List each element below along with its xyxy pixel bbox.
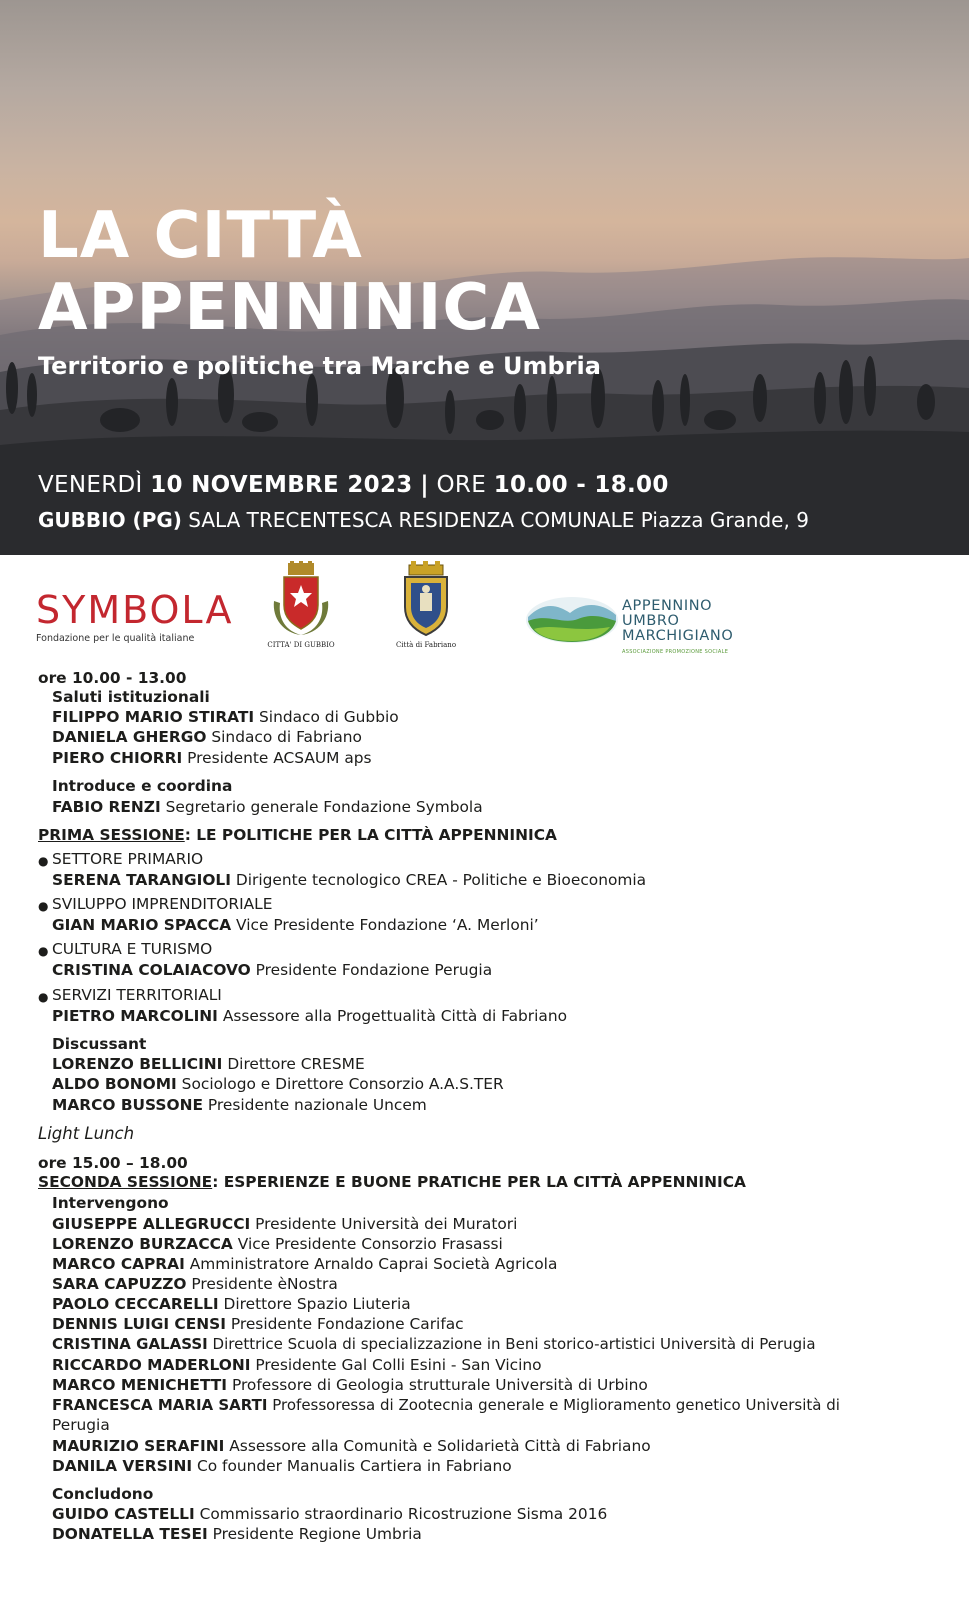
speaker-role: Assessore alla Comunità e Solidarietà Città di Fabriano (229, 1437, 651, 1455)
topic-label: SETTORE PRIMARIO (52, 850, 204, 868)
fabriano-crest (393, 561, 459, 649)
speaker-row (52, 727, 362, 748)
speaker-role: Commissario straordinario Ricostruzione Sisma 2016 (199, 1505, 608, 1523)
speaker-name: CRISTINA GALASSI (52, 1335, 208, 1353)
appennino-logo (524, 595, 734, 655)
event-title (38, 200, 541, 344)
speaker-name: LORENZO BELLICINI (52, 1055, 223, 1073)
speaker-name: ALDO BONOMI (52, 1075, 177, 1093)
fabriano-coat-of-arms-icon (393, 561, 459, 637)
speaker-name: MARCO MENICHETTI (52, 1376, 228, 1394)
speaker-row (52, 707, 399, 728)
session-1-heading (38, 825, 557, 846)
topic-label: CULTURA E TURISMO (52, 940, 213, 958)
discussant-label: Discussant (52, 1035, 147, 1053)
speaker-row (52, 1314, 464, 1335)
speaker-role: Sindaco di Fabriano (211, 728, 362, 746)
session-2-heading (38, 1172, 746, 1193)
speaker-row (52, 1074, 504, 1095)
speaker-role: Sociologo e Direttore Consorzio A.A.S.TER (181, 1075, 504, 1093)
bullet-icon: ● (38, 944, 49, 958)
date-separator: | (420, 472, 429, 498)
speaker-row (52, 1436, 651, 1457)
location-address: Piazza Grande, 9 (640, 508, 809, 532)
bullet-icon: ● (38, 854, 49, 868)
speaker-role: Direttore CRESME (227, 1055, 365, 1073)
speaker-role: Professoressa di Zootecnia generale e Miglioramento genetico Università di (272, 1396, 840, 1414)
speaker-role: Segretario generale Fondazione Symbola (165, 798, 483, 816)
speaker-role: Direttore Spazio Liuteria (223, 1295, 411, 1313)
appennino-line-3: MARCHIGIANO (622, 628, 734, 644)
speaker-row (52, 1294, 411, 1315)
speaker-row (52, 1504, 607, 1525)
speaker-row (52, 748, 372, 769)
fabriano-caption: Città di Fabriano (395, 641, 457, 649)
topic-label: SERVIZI TERRITORIALI (52, 986, 222, 1004)
intro-label: Introduce e coordina (52, 777, 233, 795)
speaker-role: Presidente Fondazione Carifac (230, 1315, 464, 1333)
speaker-row (52, 915, 539, 936)
morning-time: ore 10.00 - 13.00 (38, 669, 187, 687)
speaker-role: Vice Presidente Fondazione ‘A. Merloni’ (236, 916, 539, 934)
speaker-role: Dirigente tecnologico CREA - Politiche e Bioeconomia (235, 871, 647, 889)
time-value: 10.00 - 18.00 (493, 472, 669, 498)
speaker-role: Amministratore Arnaldo Caprai Società Agricola (189, 1255, 558, 1273)
speaker-name: FRANCESCA MARIA SARTI (52, 1396, 268, 1414)
speaker-row (52, 1274, 338, 1295)
speaker-role: Presidente Università dei Muratori (255, 1215, 518, 1233)
speaker-role: Co founder Manualis Cartiera in Fabriano (196, 1457, 512, 1475)
speaker-row (52, 1214, 517, 1235)
speaker-role: Professore di Geologia strutturale Università di Urbino (231, 1376, 648, 1394)
session-1-label: PRIMA SESSIONE (38, 826, 185, 844)
speaker-name: DANILA VERSINI (52, 1457, 193, 1475)
appennino-line-2: UMBRO (622, 613, 680, 629)
speaker-row (52, 1006, 567, 1027)
speaker-name: DANIELA GHERGO (52, 728, 207, 746)
speaker-row (52, 1334, 816, 1355)
symbola-logo (36, 590, 233, 644)
speaker-name: GUIDO CASTELLI (52, 1505, 195, 1523)
appennino-line-1: APPENNINO (622, 598, 713, 614)
speaker-row (52, 1254, 557, 1275)
event-location (38, 508, 809, 532)
speaker-name: SARA CAPUZZO (52, 1275, 187, 1293)
speaker-name: LORENZO BURZACCA (52, 1235, 233, 1253)
speaker-role: Vice Presidente Consorzio Frasassi (237, 1235, 503, 1253)
hero-banner (0, 0, 969, 555)
speaker-row (52, 797, 483, 818)
session-2-title: : ESPERIENZE E BUONE PRATICHE PER LA CITTÀ APPENNINICA (212, 1173, 746, 1191)
symbola-wordmark: SYMBOLA (36, 588, 234, 632)
speaker-role: Presidente Regione Umbria (212, 1525, 422, 1543)
speaker-role: Sindaco di Gubbio (259, 708, 399, 726)
appennino-text (622, 599, 733, 660)
gubbio-crest (266, 561, 336, 649)
symbola-tagline: Fondazione per le qualità italiane (36, 633, 195, 644)
hills-logo-icon (524, 595, 620, 645)
date-value: 10 NOVEMBRE 2023 (150, 472, 413, 498)
speaker-name: PAOLO CECCARELLI (52, 1295, 219, 1313)
speaker-role: Assessore alla Progettualità Città di Fabriano (222, 1007, 567, 1025)
afternoon-time: ore 15.00 – 18.00 (38, 1154, 188, 1172)
date-day: VENERDÌ (38, 472, 143, 498)
speaker-name: CRISTINA COLAIACOVO (52, 961, 251, 979)
speaker-name: MARCO CAPRAI (52, 1255, 185, 1273)
speaker-role: Direttrice Scuola di specializzazione in Beni storico-artistici Università di Perugia (212, 1335, 816, 1353)
greetings-label: Saluti istituzionali (52, 688, 210, 706)
location-hall: SALA TRECENTESCA RESIDENZA COMUNALE (188, 508, 635, 532)
speaker-name: MAURIZIO SERAFINI (52, 1437, 225, 1455)
speaker-name: FILIPPO MARIO STIRATI (52, 708, 255, 726)
speaker-row (52, 1375, 648, 1396)
partner-logos (0, 555, 969, 665)
speaker-row (52, 1395, 840, 1416)
speaker-role-continued: Perugia (52, 1416, 110, 1434)
bullet-icon: ● (38, 990, 49, 1004)
gubbio-caption: CITTA' DI GUBBIO (267, 641, 335, 649)
speaker-name: GIUSEPPE ALLEGRUCCI (52, 1215, 251, 1233)
speaker-row (52, 1524, 422, 1545)
time-label: ORE (436, 472, 487, 498)
speaker-row (52, 1095, 427, 1116)
lunch-break: Light Lunch (38, 1124, 135, 1143)
speaker-name: PIERO CHIORRI (52, 749, 183, 767)
speaker-row (52, 1234, 503, 1255)
speaker-row (52, 1456, 512, 1477)
speaker-role: Presidente Fondazione Perugia (255, 961, 493, 979)
speaker-row (52, 1054, 365, 1075)
speaker-name: DENNIS LUIGI CENSI (52, 1315, 226, 1333)
event-date (38, 472, 669, 498)
speaker-name: SERENA TARANGIOLI (52, 871, 231, 889)
speaker-role: Presidente Gal Colli Esini - San Vicino (255, 1356, 542, 1374)
speaker-name: PIETRO MARCOLINI (52, 1007, 218, 1025)
title-line-1: LA CITTÀ (38, 199, 363, 273)
speaker-name: DONATELLA TESEI (52, 1525, 208, 1543)
session-2-label: SECONDA SESSIONE (38, 1173, 213, 1191)
speaker-row (52, 1355, 542, 1376)
speaker-role: Presidente èNostra (191, 1275, 338, 1293)
appennino-subline: ASSOCIAZIONE PROMOZIONE SOCIALE (622, 649, 729, 655)
topic-label: SVILUPPO IMPRENDITORIALE (52, 895, 273, 913)
speakers-label: Intervengono (52, 1194, 169, 1212)
event-subtitle: Territorio e politiche tra Marche e Umbria (38, 352, 601, 380)
bullet-icon: ● (38, 899, 49, 913)
speaker-name: GIAN MARIO SPACCA (52, 916, 232, 934)
location-city: GUBBIO (PG) (38, 508, 182, 532)
session-1-title: : LE POLITICHE PER LA CITTÀ APPENNINICA (184, 826, 557, 844)
speaker-name: FABIO RENZI (52, 798, 161, 816)
closing-label: Concludono (52, 1485, 154, 1503)
speaker-row (52, 870, 646, 891)
speaker-name: RICCARDO MADERLONI (52, 1356, 251, 1374)
speaker-name: MARCO BUSSONE (52, 1096, 203, 1114)
gubbio-coat-of-arms-icon (266, 561, 336, 637)
title-line-2: APPENNINICA (38, 271, 541, 345)
speaker-role: Presidente ACSAUM aps (187, 749, 372, 767)
speaker-role: Presidente nazionale Uncem (207, 1096, 427, 1114)
speaker-row (52, 960, 492, 981)
